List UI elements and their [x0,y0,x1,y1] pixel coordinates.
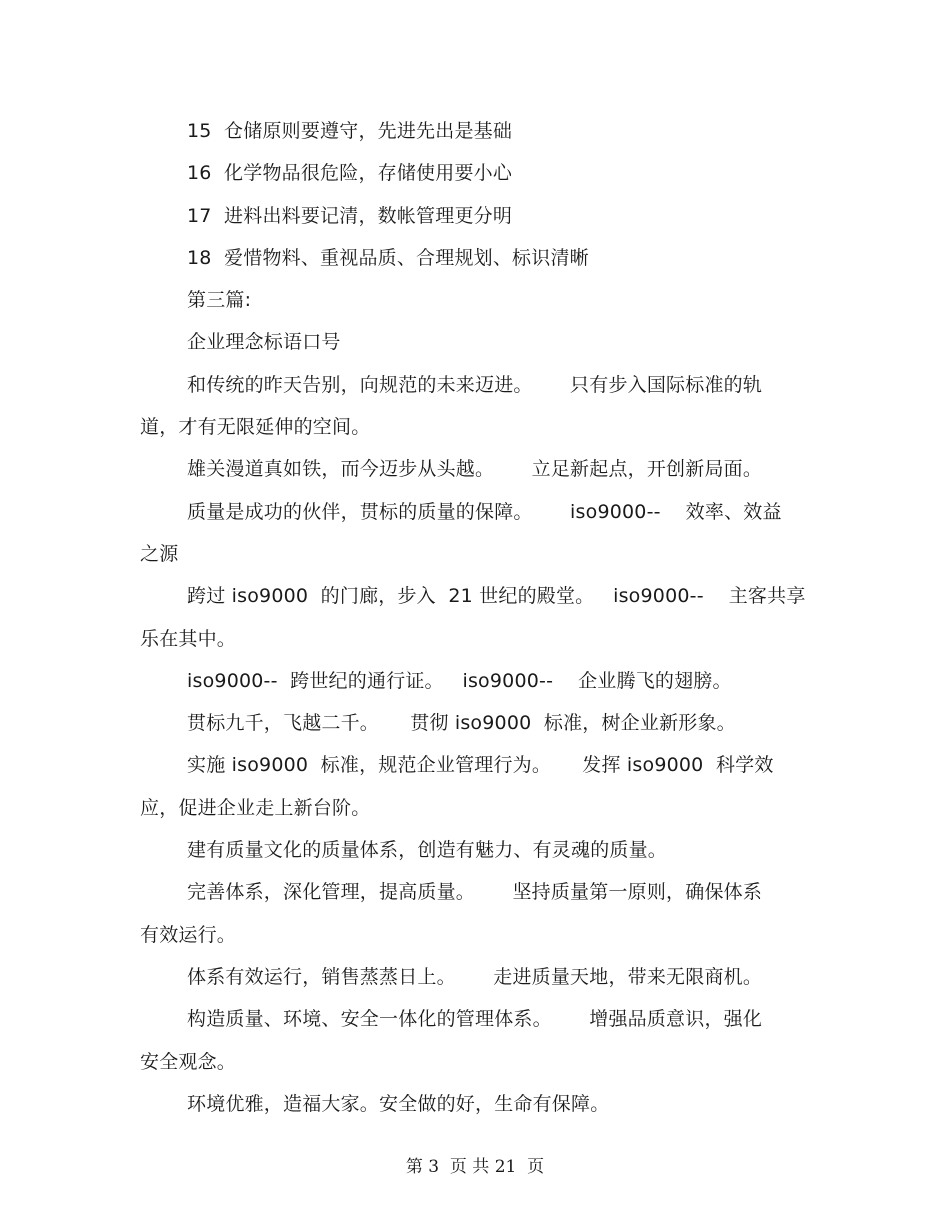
text-line: 16 化学物品很危险，存储使用要小心 [187,162,513,185]
text-line: 道，才有无限延伸的空间。 [140,416,371,439]
text-line: 15 仓储原则要遵守，先进先出是基础 [187,120,513,142]
text-line: 企业理念标语口号 [187,331,341,354]
text-line: iso9000-- 跨世纪的通行证。 iso9000-- 企业腾飞的翅膀。 [187,669,732,692]
text-line: 环境优雅，造福大家。安全做的好，生命有保障。 [187,1092,610,1115]
text-line: 完善体系，深化管理，提高质量。 坚持质量第一原则，确保体系 [187,881,763,904]
text-line: 和传统的昨天告别，向规范的未来迈进。 只有步入国际标准的轨 [187,373,763,396]
text-line: 雄关漫道真如铁，而今迈步从头越。 立足新起点，开创新局面。 [187,458,763,481]
text-line: 应，促进企业走上新台阶。 [140,796,371,819]
text-line: 安全观念。 [140,1050,237,1073]
text-line: 实施 iso9000 标准，规范企业管理行为。 发挥 iso9000 科学效 [187,754,774,777]
text-line: 体系有效运行，销售蒸蒸日上。 走进质量天地，带来无限商机。 [187,965,763,988]
text-line: 17 进料出料要记清，数帐管理更分明 [187,204,513,227]
text-line: 有效运行。 [140,923,237,946]
text-line: 之源 [140,542,179,565]
text-line: 跨过 iso9000 的门廊，步入 21 世纪的殿堂。 iso9000-- 主客共享 [187,585,806,608]
text-line: 第三篇: [187,289,252,312]
page-number-footer: 第 3 页 共 21 页 [405,1157,545,1177]
document-body [140,110,810,1125]
text-line: 贯标九千，飞越二千。 贯彻 iso9000 标准，树企业新形象。 [187,712,736,735]
text-line: 质量是成功的伙伴，贯标的质量的保障。 iso9000-- 效率、效益 [187,500,782,523]
text-line: 建有质量文化的质量体系，创造有魅力、有灵魂的质量。 [187,839,668,862]
text-line: 构造质量、环境、安全一体化的管理体系。 增强品质意识，强化 [187,1008,763,1031]
text-line: 18 爱惜物料、重视品质、合理规划、标识清晰 [187,246,589,269]
text-line: 乐在其中。 [140,627,237,650]
